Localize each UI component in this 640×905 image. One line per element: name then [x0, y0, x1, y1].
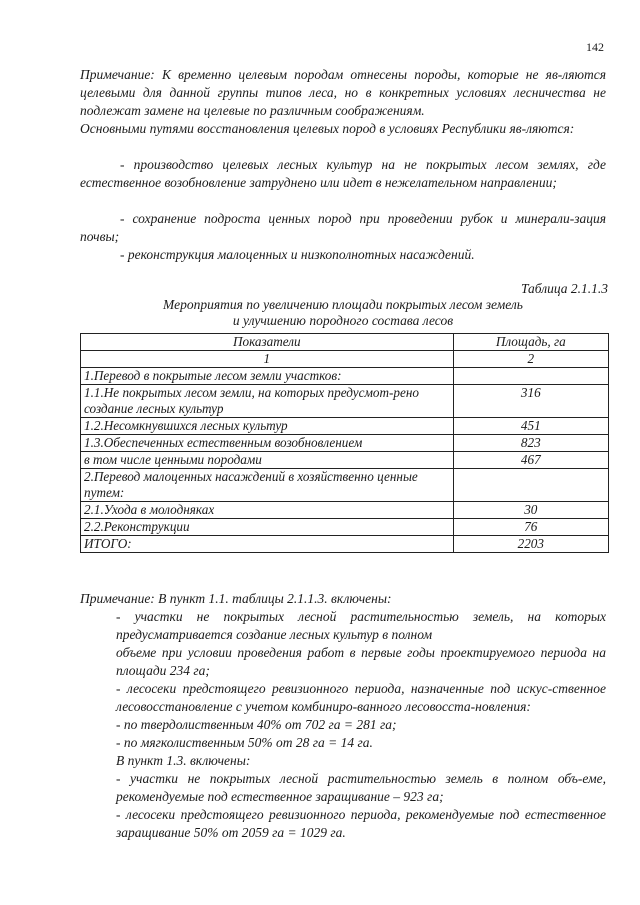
notes-head: Примечание: В пункт 1.1. таблицы 2.1.1.3. включены: — [80, 591, 392, 606]
row-label: 1.3.Обеспеченных естественным возобновлением — [81, 435, 454, 452]
row-value: 76 — [453, 519, 608, 536]
note-item: - по твердолиственным 40% от 702 га = 281 га; — [116, 717, 397, 732]
row-label: 2.Перевод малоценных насаждений в хозяйственно ценные путем: — [81, 469, 454, 502]
page-number: 142 — [586, 40, 604, 54]
note-item: - лесосеки предстоящего ревизионного периода, рекомендуемые под естественное заращивание 50% от 2059 га = 1029 га. — [116, 807, 606, 840]
header-indicators: Показатели — [81, 334, 454, 351]
row-value: 316 — [453, 385, 608, 418]
row-value: 2203 — [453, 536, 608, 553]
intro-bullet-2: - сохранение подроста ценных пород при проведении рубок и минерали-зация почвы; — [80, 211, 606, 244]
header-area: Площадь, га — [453, 334, 608, 351]
row-label: в том числе ценными породами — [81, 452, 454, 469]
row-label: 1.2.Несомкнувшихся лесных культур — [81, 418, 454, 435]
notes-head-2: В пункт 1.3. включены: — [116, 753, 251, 768]
row-label: 2.2.Реконструкции — [81, 519, 454, 536]
table-row — [81, 502, 609, 519]
measures-table — [80, 333, 609, 553]
note-item: - участки не покрытых лесной растительностью земель, на которых предусматривается создание лесных культур в полном — [116, 609, 606, 642]
row-value: 823 — [453, 435, 608, 452]
row-label: ИТОГО: — [81, 536, 454, 553]
table-header-row — [81, 334, 609, 351]
table-row — [81, 452, 609, 469]
note-item: - участки не покрытых лесной растительностью земель в полном объ-еме, рекомендуемые под естественное заращивание – 923 га; — [116, 771, 606, 804]
note-item: - по мягколиственным 50% от 28 га = 14 га. — [116, 735, 373, 750]
row-value: 451 — [453, 418, 608, 435]
row-label: 2.1.Ухода в молодняках — [81, 502, 454, 519]
row-value — [453, 469, 608, 502]
row-value: 30 — [453, 502, 608, 519]
note-item: - лесосеки предстоящего ревизионного периода, назначенные под искус-ственное лесовосстановление с учетом комбиниро-ванного лесовосста-новления: — [116, 681, 606, 714]
table-total-row — [81, 536, 609, 553]
intro-main-ways: Основными путями восстановления целевых пород в условиях Республики яв-ляются: — [80, 121, 575, 136]
note-item: объеме при условии проведения работ в первые годы проектируемого периода на площади 234 га; — [116, 645, 606, 678]
intro-note: Примечание: К временно целевым породам отнесены породы, которые не яв-ляются целевыми для данной группы типов леса, но в конкретных условиях лесничества не подлежат замене на целевые по различным соображениям. — [80, 67, 606, 118]
colnum-2: 2 — [453, 351, 608, 368]
table-row — [81, 469, 609, 502]
row-label: 1.1.Не покрытых лесом земли, на которых предусмот-рено создание лесных культур — [81, 385, 454, 418]
table-number: Таблица 2.1.1.3 — [520, 281, 608, 296]
row-value — [453, 368, 608, 385]
notes-block — [80, 590, 606, 842]
table-colnum-row — [81, 351, 609, 368]
table-row — [81, 385, 609, 418]
colnum-1: 1 — [81, 351, 454, 368]
table-row — [81, 368, 609, 385]
table-title-line-2: и улучшению породного состава лесов — [232, 313, 454, 328]
row-value: 467 — [453, 452, 608, 469]
intro-bullet-1: - производство целевых лесных культур на не покрытых лесом землях, где естественное возобновление затруднено или идет в нежелательном направлении; — [80, 157, 606, 190]
intro-bullet-3: - реконструкция малоценных и низкополнотных насаждений. — [120, 247, 475, 262]
row-label: 1.Перевод в покрытые лесом земли участков: — [81, 368, 454, 385]
table-row — [81, 519, 609, 536]
table-title — [80, 297, 606, 329]
table-row — [81, 418, 609, 435]
table-title-line-1: Мероприятия по увеличению площади покрытых лесом земель — [163, 297, 523, 312]
table-row — [81, 435, 609, 452]
